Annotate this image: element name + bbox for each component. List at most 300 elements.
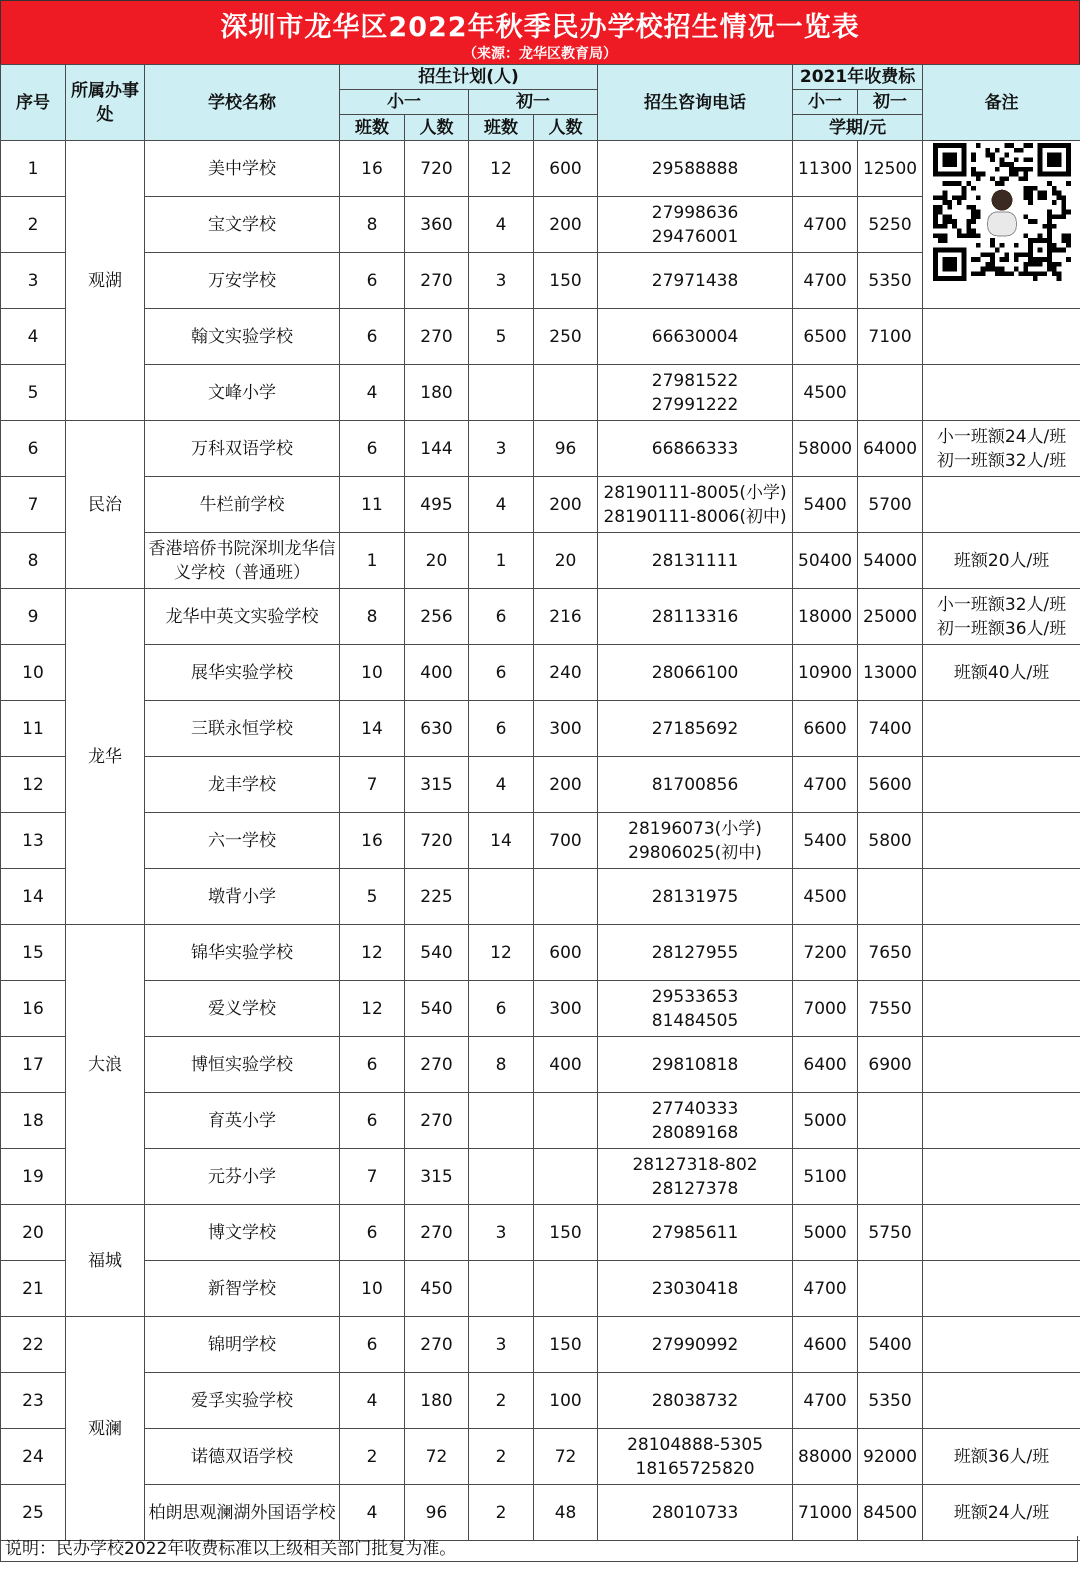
remark-cell [923,1373,1080,1429]
remark-cell [923,533,1080,589]
school-name: 六一学校 [145,813,340,869]
fee-grade1: 5000 [793,1093,858,1149]
grade7-classes: 6 [469,701,534,757]
remark-cell [923,1149,1080,1205]
table-body [1,141,1080,1541]
grade7-people [534,1093,598,1149]
grade1-classes: 1 [340,533,405,589]
remark-cell [923,1093,1080,1149]
grade7-people: 48 [534,1485,598,1541]
grade1-people: 540 [405,981,469,1037]
fee-grade7: 7100 [858,309,923,365]
row-index: 6 [1,421,66,477]
grade7-classes: 3 [469,253,534,309]
grade7-people [534,1149,598,1205]
grade7-classes: 1 [469,533,534,589]
grade7-people: 400 [534,1037,598,1093]
phone-cell [598,1373,793,1429]
remark-cell [923,421,1080,477]
district-cell: 民治 [66,421,145,589]
grade7-people: 250 [534,309,598,365]
table-row [1,1037,1080,1093]
table-row [1,645,1080,701]
header-people: 人数 [534,115,598,141]
fee-grade1: 6400 [793,1037,858,1093]
fee-grade1: 5100 [793,1149,858,1205]
grade1-people: 270 [405,309,469,365]
grade1-classes: 8 [340,197,405,253]
phone-number: 27981522 [651,370,739,391]
row-index: 9 [1,589,66,645]
phone-number: 27971438 [651,270,739,291]
grade7-people: 600 [534,925,598,981]
row-index: 21 [1,1261,66,1317]
table-row [1,589,1080,645]
phone-number: 27985611 [651,1222,739,1243]
grade7-classes: 12 [469,925,534,981]
remark-cell [923,925,1080,981]
page-title: 深圳市龙华区2022年秋季民办学校招生情况一览表 [220,12,860,43]
fee-grade7: 54000 [858,533,923,589]
grade7-people: 300 [534,981,598,1037]
district-cell: 观澜 [66,1317,145,1541]
remark-cell [923,477,1080,533]
grade7-classes: 2 [469,1373,534,1429]
table-row [1,813,1080,869]
remark-cell [923,365,1080,421]
header-classes: 班数 [340,115,405,141]
remark-cell [923,1485,1080,1541]
phone-cell [598,141,793,197]
phone-number: 27740333 [651,1098,739,1119]
remark-cell [923,1037,1080,1093]
grade1-people: 256 [405,589,469,645]
row-index: 14 [1,869,66,925]
remark-cell [923,1429,1080,1485]
phone-number: 27990992 [651,1334,739,1355]
fee-grade1: 7200 [793,925,858,981]
remark-text: 班额20人/班 [953,550,1050,571]
phone-cell [598,533,793,589]
remark-cell [923,869,1080,925]
phone-number: 29806025(初中) [628,842,762,863]
grade1-classes: 10 [340,1261,405,1317]
grade7-classes: 3 [469,1317,534,1373]
table-row [1,421,1080,477]
school-name: 牛栏前学校 [145,477,340,533]
remark-cell [923,309,1080,365]
phone-number: 28131975 [651,886,739,907]
row-index: 5 [1,365,66,421]
school-name: 三联永恒学校 [145,701,340,757]
remark-cell [923,645,1080,701]
fee-grade7: 13000 [858,645,923,701]
table-row [1,1205,1080,1261]
footnote: 说明：民办学校2022年收费标准以上级相关部门批复为准。 [0,1536,1078,1562]
remark-cell [923,1261,1080,1317]
row-index: 1 [1,141,66,197]
district-cell: 龙华 [66,589,145,925]
row-index: 13 [1,813,66,869]
row-index: 8 [1,533,66,589]
grade1-classes: 7 [340,757,405,813]
school-name: 龙丰学校 [145,757,340,813]
grade7-classes: 8 [469,1037,534,1093]
table-row [1,477,1080,533]
grade7-classes: 2 [469,1429,534,1485]
phone-cell [598,197,793,253]
grade1-people: 270 [405,1037,469,1093]
enrollment-table [0,64,1080,1541]
fee-grade7 [858,365,923,421]
grade1-classes: 7 [340,1149,405,1205]
phone-number: 28038732 [651,1390,739,1411]
row-index: 23 [1,1373,66,1429]
table-row [1,701,1080,757]
grade7-classes [469,365,534,421]
grade1-people: 180 [405,1373,469,1429]
fee-grade1: 6500 [793,309,858,365]
fee-grade7 [858,869,923,925]
fee-grade7: 12500 [858,141,923,197]
row-index: 16 [1,981,66,1037]
grade7-classes: 2 [469,1485,534,1541]
table-row [1,197,1080,253]
phone-number: 27998636 [651,202,739,223]
grade7-classes: 3 [469,1205,534,1261]
fee-grade1: 5400 [793,477,858,533]
grade7-people: 216 [534,589,598,645]
grade7-classes: 6 [469,645,534,701]
grade7-people: 600 [534,141,598,197]
grade1-people: 630 [405,701,469,757]
school-name: 翰文实验学校 [145,309,340,365]
phone-cell [598,365,793,421]
phone-number: 28089168 [651,1122,739,1143]
header-remark: 备注 [923,65,1080,141]
fee-grade1: 5000 [793,1205,858,1261]
phone-cell [598,701,793,757]
phone-cell [598,645,793,701]
grade1-classes: 4 [340,365,405,421]
school-name: 新智学校 [145,1261,340,1317]
table-row [1,1373,1080,1429]
grade1-classes: 12 [340,981,405,1037]
table-row [1,1149,1080,1205]
remark-cell [923,701,1080,757]
phone-number: 81484505 [651,1010,739,1031]
fee-grade1: 4500 [793,869,858,925]
school-name: 万安学校 [145,253,340,309]
fee-grade7 [858,1149,923,1205]
grade7-people: 150 [534,253,598,309]
school-name: 文峰小学 [145,365,340,421]
grade1-classes: 16 [340,813,405,869]
grade7-classes: 4 [469,757,534,813]
grade7-people: 150 [534,1205,598,1261]
phone-cell [598,1037,793,1093]
row-index: 12 [1,757,66,813]
school-name: 爱孚实验学校 [145,1373,340,1429]
row-index: 20 [1,1205,66,1261]
school-name: 爱义学校 [145,981,340,1037]
fee-grade1: 4700 [793,197,858,253]
fee-grade1: 18000 [793,589,858,645]
grade1-classes: 6 [340,253,405,309]
grade1-people: 495 [405,477,469,533]
table-row [1,1261,1080,1317]
row-index: 3 [1,253,66,309]
header-index: 序号 [1,65,66,141]
row-index: 2 [1,197,66,253]
school-name: 育英小学 [145,1093,340,1149]
phone-cell [598,589,793,645]
remark-cell [923,1317,1080,1373]
fee-grade1: 7000 [793,981,858,1037]
fee-grade1: 58000 [793,421,858,477]
fee-grade1: 6600 [793,701,858,757]
remark-cell [923,589,1080,645]
phone-number: 28196073(小学) [628,818,762,839]
grade1-classes: 11 [340,477,405,533]
grade7-classes [469,1261,534,1317]
grade7-classes: 5 [469,309,534,365]
grade1-classes: 12 [340,925,405,981]
grade1-classes: 14 [340,701,405,757]
row-index: 11 [1,701,66,757]
row-index: 15 [1,925,66,981]
phone-number: 28190111-8005(小学) [603,482,787,503]
school-name: 宝文学校 [145,197,340,253]
fee-grade1: 71000 [793,1485,858,1541]
phone-cell [598,1429,793,1485]
fee-grade1: 4700 [793,253,858,309]
phone-cell [598,253,793,309]
header-people: 人数 [405,115,469,141]
grade1-classes: 10 [340,645,405,701]
phone-number: 29810818 [651,1054,739,1075]
fee-grade1: 11300 [793,141,858,197]
school-name: 锦华实验学校 [145,925,340,981]
table-row [1,253,1080,309]
grade1-people: 180 [405,365,469,421]
header-fee-grade1: 小一 [793,90,858,115]
phone-cell [598,925,793,981]
phone-cell [598,1205,793,1261]
fee-grade7: 5350 [858,253,923,309]
table-row [1,141,1080,197]
fee-grade7: 5750 [858,1205,923,1261]
remark-cell [923,757,1080,813]
grade1-people: 400 [405,645,469,701]
row-index: 4 [1,309,66,365]
phone-number: 28113316 [651,606,739,627]
grade1-classes: 2 [340,1429,405,1485]
grade1-classes: 4 [340,1373,405,1429]
phone-number: 29533653 [651,986,739,1007]
phone-number: 23030418 [651,1278,739,1299]
grade1-classes: 6 [340,421,405,477]
phone-number: 66630004 [651,326,739,347]
district-cell: 福城 [66,1205,145,1317]
grade1-classes: 6 [340,309,405,365]
grade1-classes: 5 [340,869,405,925]
phone-cell [598,309,793,365]
fee-grade7: 5350 [858,1373,923,1429]
phone-cell [598,1485,793,1541]
grade1-people: 144 [405,421,469,477]
row-index: 7 [1,477,66,533]
grade7-classes: 4 [469,477,534,533]
fee-grade7: 7400 [858,701,923,757]
grade7-classes [469,1093,534,1149]
source-line: （来源：龙华区教育局） [463,46,617,62]
grade1-classes: 16 [340,141,405,197]
table-row [1,1093,1080,1149]
fee-grade7: 7650 [858,925,923,981]
fee-grade1: 4500 [793,365,858,421]
header-district: 所属办事处 [66,65,145,141]
remark-text: 小一班额24人/班 [936,426,1067,447]
phone-cell [598,1261,793,1317]
table-row [1,925,1080,981]
school-name: 展华实验学校 [145,645,340,701]
row-index: 24 [1,1429,66,1485]
grade1-people: 270 [405,1093,469,1149]
grade1-people: 360 [405,197,469,253]
grade1-people: 270 [405,1317,469,1373]
grade7-classes [469,1149,534,1205]
fee-grade7: 92000 [858,1429,923,1485]
phone-cell [598,477,793,533]
grade1-classes: 6 [340,1037,405,1093]
phone-number: 28190111-8006(初中) [603,506,787,527]
header-fee-unit: 学期/元 [793,115,923,141]
grade7-people: 700 [534,813,598,869]
grade7-people [534,1261,598,1317]
grade1-people: 720 [405,141,469,197]
grade7-classes: 12 [469,141,534,197]
row-index: 19 [1,1149,66,1205]
grade7-people: 300 [534,701,598,757]
district-cell: 观湖 [66,141,145,421]
fee-grade7: 64000 [858,421,923,477]
fee-grade1: 4700 [793,1261,858,1317]
school-name: 博文学校 [145,1205,340,1261]
phone-number: 27991222 [651,394,739,415]
grade1-people: 72 [405,1429,469,1485]
phone-cell [598,981,793,1037]
school-name: 元芬小学 [145,1149,340,1205]
remark-text: 班额40人/班 [953,662,1050,683]
phone-number: 29588888 [651,158,739,179]
school-name: 龙华中英文实验学校 [145,589,340,645]
grade7-people: 200 [534,477,598,533]
fee-grade7: 7550 [858,981,923,1037]
phone-number: 27185692 [651,718,739,739]
grade1-people: 315 [405,1149,469,1205]
phone-number: 66866333 [651,438,739,459]
header-school: 学校名称 [145,65,340,141]
phone-number: 18165725820 [635,1458,755,1479]
fee-grade1: 88000 [793,1429,858,1485]
table-row [1,1485,1080,1541]
fee-grade1: 50400 [793,533,858,589]
table-row [1,533,1080,589]
fee-grade7 [858,1093,923,1149]
header-phone: 招生咨询电话 [598,65,793,141]
row-index: 18 [1,1093,66,1149]
fee-grade1: 4700 [793,757,858,813]
title-bar [0,0,1080,66]
phone-number: 28127955 [651,942,739,963]
header-plan: 招生计划(人) [340,65,598,90]
grade1-people: 270 [405,253,469,309]
grade7-people [534,365,598,421]
grade1-classes: 4 [340,1485,405,1541]
school-name: 墩背小学 [145,869,340,925]
remark-cell [923,813,1080,869]
school-name: 万科双语学校 [145,421,340,477]
school-name: 美中学校 [145,141,340,197]
grade1-people: 96 [405,1485,469,1541]
fee-grade7: 5600 [858,757,923,813]
fee-grade7: 5400 [858,1317,923,1373]
grade7-people: 20 [534,533,598,589]
grade7-people: 240 [534,645,598,701]
remark-text: 班额36人/班 [953,1446,1050,1467]
remark-cell [923,981,1080,1037]
header-plan-grade7: 初一 [469,90,598,115]
fee-grade7: 5250 [858,197,923,253]
table-row [1,1317,1080,1373]
phone-number: 28066100 [651,662,739,683]
phone-number: 28127318-802 [632,1154,758,1175]
grade1-classes: 6 [340,1205,405,1261]
row-index: 10 [1,645,66,701]
phone-cell [598,1317,793,1373]
grade1-people: 315 [405,757,469,813]
grade7-people: 200 [534,757,598,813]
school-name: 博恒实验学校 [145,1037,340,1093]
table-row [1,981,1080,1037]
grade7-people: 96 [534,421,598,477]
row-index: 25 [1,1485,66,1541]
grade1-classes: 8 [340,589,405,645]
grade7-people: 150 [534,1317,598,1373]
qr-cell [923,141,1080,309]
phone-cell [598,869,793,925]
remark-text: 小一班额32人/班 [936,594,1067,615]
school-name: 诺德双语学校 [145,1429,340,1485]
grade7-classes: 3 [469,421,534,477]
table-row [1,309,1080,365]
grade7-classes: 6 [469,589,534,645]
phone-number: 81700856 [651,774,739,795]
header-classes: 班数 [469,115,534,141]
phone-number: 28131111 [651,550,739,571]
phone-cell [598,421,793,477]
fee-grade7: 5800 [858,813,923,869]
grade1-classes: 6 [340,1317,405,1373]
phone-number: 28127378 [651,1178,739,1199]
remark-cell [923,1205,1080,1261]
grade7-people: 200 [534,197,598,253]
table-row [1,365,1080,421]
school-name: 柏朗思观澜湖外国语学校 [145,1485,340,1541]
phone-cell [598,813,793,869]
phone-cell [598,1149,793,1205]
